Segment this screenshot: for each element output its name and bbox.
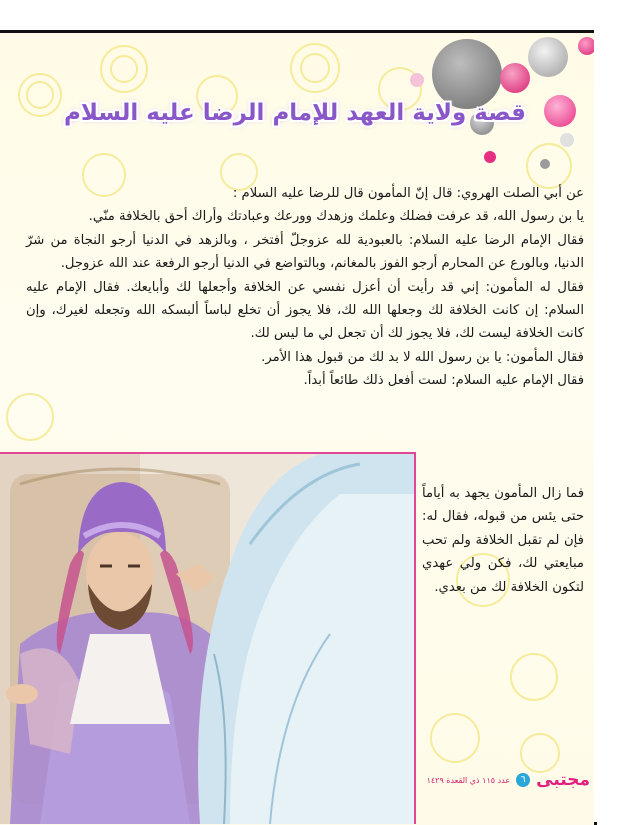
paragraph: يا بن رسول الله، قد عرفت فضلك وعلمك وزهدك وورعك وعبادتك وأراك أحق بالخلافة منّي. (88, 209, 584, 225)
page-number: ٦ (516, 773, 530, 787)
issue-info: عدد ١١٥ ذي القعدة ١٤٢٩ (426, 775, 511, 785)
paragraph: فقال المأمون: يا بن رسول الله لا بد لك من قبول هذا الأمر. (261, 349, 584, 365)
paragraph: فقال الإمام عليه السلام: لست أفعل ذلك طائعاً أبداً. (303, 373, 584, 389)
paragraph: فقال له المأمون: إني قد رأيت أن أعزل نفسي عن الخلافة وأجعلها لك وأبايعك. فقال الإمام عليه السلام: إن كانت الخلافة لك وجعلها الله لك، فلا يجوز أن تخلع لباساً ألبسكه الله وتجعله لغيرك، وإن كانت الخلافة ليست لك، فلا يجوز لك أن تجعل لي ما ليس لك. (26, 279, 584, 342)
story-title: قصة ولاية العهد للإمام الرضا عليه السلام (64, 100, 526, 126)
magazine-logo: مجتبى (536, 770, 590, 790)
page-footer (427, 770, 590, 790)
paragraph: عن أبي الصلت الهروي: قال إنّ المأمون قال للرضا عليه السلام : (232, 186, 584, 201)
paragraph: فقال الإمام الرضا عليه السلام: بالعبودية لله عزوجلّ أفتخر ، وبالزهد في الدنيا أرجو النجاة من شرّ الدنيا، وبالورع عن المحارم أرجو الفوز بالمغانم، وبالتواضع في الدنيا أرجو الرفعة عند الله عزوجل. (26, 232, 584, 272)
story-illustration (0, 452, 416, 824)
side-paragraph: فما زال المأمون يجهد به أياماً حتى يئس من قبوله، فقال له: فإن لم تقبل الخلافة ولم تحب مبايعتي لك، فكن ولي عهدي لتكون الخلافة لك من بعدي. (422, 486, 584, 595)
page-edge (594, 30, 624, 822)
illustration-drawing (0, 454, 414, 824)
story-body (26, 182, 584, 393)
